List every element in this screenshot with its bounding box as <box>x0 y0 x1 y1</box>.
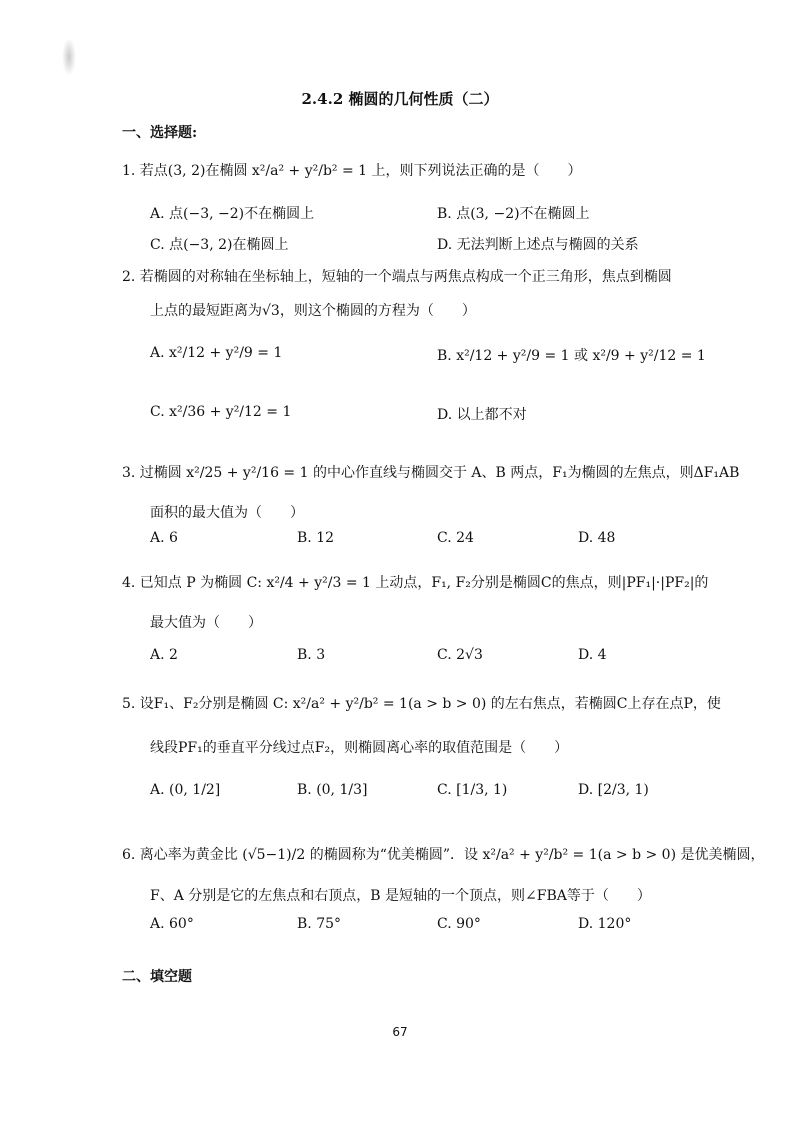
page-number: 67 <box>392 1025 408 1039</box>
q4-option-c: C. 2√3 <box>437 647 483 663</box>
q2-option-a: A. x²/12 + y²/9 = 1 <box>150 345 283 361</box>
section-heading-choice: 一、选择题: <box>122 125 198 141</box>
question-6-stem-line2: F、A 分别是它的左焦点和右顶点，B 是短轴的一个顶点，则∠FBA等于（ ） <box>150 888 651 904</box>
question-5-stem-line2: 线段PF₁的垂直平分线过点F₂，则椭圆离心率的取值范围是（ ） <box>150 740 569 756</box>
q2-option-d: D. 以上都不对 <box>437 407 527 423</box>
q6-option-a: A. 60° <box>150 916 194 932</box>
question-3-stem-line2: 面积的最大值为（ ） <box>150 505 304 521</box>
q3-option-b: B. 12 <box>297 530 335 546</box>
q3-option-a: A. 6 <box>150 530 178 546</box>
q2-option-c: C. x²/36 + y²/12 = 1 <box>150 404 292 420</box>
q2-option-b: B. x²/12 + y²/9 = 1 或 x²/9 + y²/12 = 1 <box>437 348 706 364</box>
scan-smudge <box>62 38 76 76</box>
q1-option-a: A. 点(−3, −2)不在椭圆上 <box>150 206 315 222</box>
q1-option-b: B. 点(3, −2)不在椭圆上 <box>437 206 590 222</box>
q4-option-d: D. 4 <box>578 647 607 663</box>
question-2-stem-line1: 2. 若椭圆的对称轴在坐标轴上，短轴的一个端点与两焦点构成一个正三角形，焦点到椭圆 <box>122 269 672 285</box>
q6-option-d: D. 120° <box>578 916 632 932</box>
q5-option-b: B. (0, 1/3] <box>297 782 368 798</box>
q3-option-c: C. 24 <box>437 530 474 546</box>
question-4-stem-line1: 4. 已知点 P 为椭圆 C: x²/4 + y²/3 = 1 上动点，F₁, F₂分别是椭圆C的焦点，则|PF₁|·|PF₂|的 <box>122 575 709 591</box>
q5-option-a: A. (0, 1/2] <box>150 782 221 798</box>
question-2-stem-line2: 上点的最短距离为√3，则这个椭圆的方程为（ ） <box>150 303 476 319</box>
q4-option-a: A. 2 <box>150 647 178 663</box>
q6-option-b: B. 75° <box>297 916 342 932</box>
q5-option-d: D. [2/3, 1) <box>578 782 649 798</box>
q4-option-b: B. 3 <box>297 647 326 663</box>
question-3-stem-line1: 3. 过椭圆 x²/25 + y²/16 = 1 的中心作直线与椭圆交于 A、B 两点，F₁为椭圆的左焦点，则ΔF₁AB <box>122 465 740 481</box>
question-4-stem-line2: 最大值为（ ） <box>150 615 262 631</box>
q5-option-c: C. [1/3, 1) <box>437 782 508 798</box>
section-heading-fill: 二、填空题 <box>122 969 192 985</box>
q1-option-c: C. 点(−3, 2)在椭圆上 <box>150 237 289 253</box>
page-title: 2.4.2 椭圆的几何性质（二） <box>301 90 499 108</box>
question-1-stem: 1. 若点(3, 2)在椭圆 x²/a² + y²/b² = 1 上，则下列说法正确的是（ ） <box>122 163 582 179</box>
question-5-stem-line1: 5. 设F₁、F₂分别是椭圆 C: x²/a² + y²/b² = 1(a > b > 0) 的左右焦点，若椭圆C上存在点P，使 <box>122 696 721 712</box>
q3-option-d: D. 48 <box>578 530 616 546</box>
q1-option-d: D. 无法判断上述点与椭圆的关系 <box>437 237 639 253</box>
question-6-stem-line1: 6. 离心率为黄金比 (√5−1)/2 的椭圆称为“优美椭圆”．设 x²/a² + y²/b² = 1(a > b > 0) 是优美椭圆， <box>122 847 765 863</box>
q6-option-c: C. 90° <box>437 916 481 932</box>
